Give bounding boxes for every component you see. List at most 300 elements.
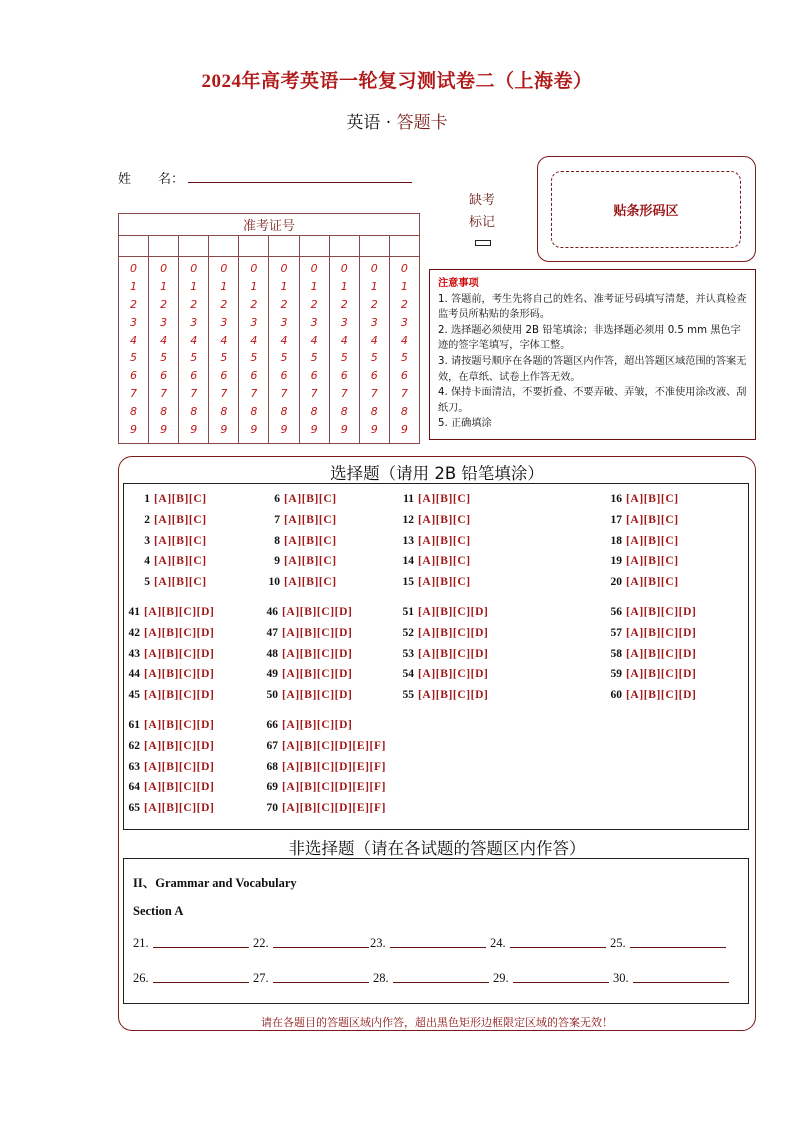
answer-options[interactable]: [A][B][C] bbox=[284, 493, 337, 505]
exam-id-bubble[interactable]: 3 bbox=[130, 315, 138, 329]
question-number: 3 bbox=[144, 534, 150, 547]
answer-blank bbox=[490, 936, 606, 951]
blank-answer-line[interactable] bbox=[273, 947, 369, 948]
blank-number: 29. bbox=[493, 971, 509, 985]
exam-id-bubble[interactable]: 7 bbox=[250, 387, 258, 401]
subtitle-subject: 英语 bbox=[346, 113, 381, 133]
exam-id-bubble[interactable]: 8 bbox=[370, 405, 378, 419]
question-number: 57 bbox=[610, 626, 622, 639]
exam-id-bubble[interactable]: 1 bbox=[340, 279, 348, 293]
exam-id-bubble[interactable]: 2 bbox=[130, 297, 138, 311]
exam-id-bubble[interactable]: 5 bbox=[340, 351, 348, 365]
question-number: 53 bbox=[402, 647, 414, 660]
exam-id-bubble[interactable]: 4 bbox=[190, 333, 198, 347]
question-number: 7 bbox=[274, 513, 280, 526]
exam-id-bubble[interactable]: 9 bbox=[310, 423, 318, 437]
exam-id-bubble[interactable]: 6 bbox=[310, 369, 318, 383]
question-number: 16 bbox=[610, 493, 622, 505]
exam-id-bubble[interactable]: 9 bbox=[160, 423, 168, 437]
blank-answer-line[interactable] bbox=[153, 947, 249, 948]
exam-id-digit-box[interactable] bbox=[149, 236, 179, 257]
exam-id-bubble[interactable]: 6 bbox=[220, 369, 228, 383]
exam-id-bubble[interactable]: 6 bbox=[250, 369, 258, 383]
exam-id-bubble[interactable]: 3 bbox=[400, 315, 408, 329]
question-number: 65 bbox=[128, 802, 140, 815]
answer-options[interactable]: [A][B][C] bbox=[154, 513, 207, 526]
exam-id-bubble[interactable]: 8 bbox=[250, 405, 258, 419]
exam-id-bubble[interactable]: 4 bbox=[340, 333, 348, 347]
page-title: 2024年高考英语一轮复习测试卷二（上海卷） bbox=[201, 71, 593, 92]
question-row bbox=[394, 627, 488, 639]
exam-id-bubble[interactable]: 3 bbox=[280, 315, 288, 329]
exam-id-bubble[interactable]: 4 bbox=[250, 333, 258, 347]
exam-id-bubble[interactable]: 8 bbox=[340, 405, 348, 419]
exam-id-bubble-column bbox=[149, 257, 179, 444]
exam-id-bubble[interactable]: 4 bbox=[400, 333, 408, 347]
exam-id-bubble[interactable]: 7 bbox=[310, 387, 318, 401]
question-row bbox=[120, 689, 214, 701]
question-number: 61 bbox=[128, 719, 140, 731]
absent-mark-label: 缺考 标记 bbox=[468, 193, 495, 230]
exam-id-bubble[interactable]: 8 bbox=[280, 405, 288, 419]
barcode-area: 贴条形码区 bbox=[551, 171, 741, 248]
question-row bbox=[258, 719, 352, 731]
question-row bbox=[394, 535, 471, 547]
answer-options[interactable]: [A][B][C][D] bbox=[144, 739, 215, 752]
answer-options[interactable]: [A][B][C] bbox=[284, 555, 337, 568]
question-row bbox=[258, 689, 352, 701]
exam-id-bubble[interactable]: 4 bbox=[280, 333, 288, 347]
answer-options[interactable]: [A][B][C][D] bbox=[144, 802, 215, 815]
exam-id-digit-box[interactable] bbox=[119, 236, 149, 257]
question-number: 59 bbox=[610, 668, 622, 681]
answer-options[interactable]: [A][B][C] bbox=[626, 513, 679, 526]
answer-options[interactable]: [A][B][C][D] bbox=[282, 719, 353, 731]
question-number: 52 bbox=[402, 626, 414, 639]
blank-answer-line[interactable] bbox=[273, 982, 369, 983]
blank-number: 25. bbox=[610, 936, 626, 950]
question-number: 66 bbox=[266, 719, 278, 731]
answer-options[interactable]: [A][B][C][D] bbox=[144, 719, 215, 731]
exam-id-bubble[interactable]: 5 bbox=[400, 351, 408, 365]
question-row bbox=[602, 514, 679, 526]
subtitle-separator: · bbox=[380, 113, 397, 133]
question-number: 6 bbox=[274, 493, 280, 505]
answer-options[interactable]: [A][B][C][D] bbox=[282, 668, 353, 681]
question-number: 70 bbox=[266, 802, 278, 815]
answer-options[interactable]: [A][B][C][D] bbox=[144, 689, 215, 702]
exam-id-bubble[interactable]: 2 bbox=[400, 297, 408, 311]
exam-id-bubble[interactable]: 2 bbox=[310, 297, 318, 311]
exam-id-bubble[interactable]: 0 bbox=[190, 262, 198, 275]
answer-options[interactable]: [A][B][C][D][E][F] bbox=[282, 739, 387, 752]
exam-id-bubble[interactable]: 6 bbox=[280, 369, 288, 383]
notice-item: 3. 请按题号顺序在各题的答题区内作答，超出答题区域范围的答案无效，在草纸、试卷上作答无效。 bbox=[438, 355, 747, 383]
exam-id-bubble-column bbox=[389, 257, 419, 444]
exam-id-bubble[interactable]: 9 bbox=[370, 423, 378, 437]
exam-id-digit-box[interactable] bbox=[269, 236, 299, 257]
exam-id-bubble[interactable]: 2 bbox=[370, 297, 378, 311]
answer-blank bbox=[253, 971, 369, 986]
answer-options[interactable]: [A][B][C] bbox=[626, 576, 679, 589]
answer-options[interactable]: [A][B][C][D] bbox=[144, 781, 215, 794]
question-number: 15 bbox=[402, 576, 414, 589]
exam-id-bubble[interactable]: 8 bbox=[130, 405, 138, 419]
exam-id-bubble[interactable]: 4 bbox=[370, 333, 378, 347]
blank-number: 21. bbox=[133, 936, 149, 950]
blank-number: 26. bbox=[133, 971, 149, 985]
answer-options[interactable]: [A][B][C][D][E][F] bbox=[282, 802, 387, 815]
answer-options[interactable]: [A][B][C] bbox=[284, 513, 337, 526]
absent-mark-checkbox[interactable] bbox=[475, 240, 491, 246]
answer-blank bbox=[133, 971, 249, 986]
question-row bbox=[120, 668, 214, 680]
exam-id-digit-box[interactable] bbox=[329, 236, 359, 257]
exam-id-bubble[interactable]: 3 bbox=[370, 315, 378, 329]
blank-answer-line[interactable] bbox=[510, 947, 606, 948]
exam-id-bubble[interactable]: 7 bbox=[400, 387, 408, 401]
exam-id-digit-box[interactable] bbox=[209, 236, 239, 257]
exam-id-bubble[interactable]: 5 bbox=[130, 351, 138, 365]
notice-box bbox=[429, 269, 756, 440]
answer-options[interactable]: [A][B][C][D] bbox=[144, 760, 215, 773]
exam-id-bubble[interactable]: 1 bbox=[400, 279, 408, 293]
blank-answer-line[interactable] bbox=[390, 947, 486, 948]
question-number: 69 bbox=[266, 781, 278, 794]
exam-id-bubble[interactable]: 3 bbox=[250, 315, 258, 329]
exam-id-bubble[interactable]: 2 bbox=[190, 297, 198, 311]
question-number: 42 bbox=[128, 626, 140, 639]
exam-id-bubble[interactable]: 8 bbox=[190, 405, 198, 419]
exam-id-bubble[interactable]: 8 bbox=[160, 405, 168, 419]
answer-options[interactable]: [A][B][C][D][E][F] bbox=[282, 760, 387, 773]
question-row bbox=[258, 668, 352, 680]
answer-blank bbox=[493, 971, 609, 986]
question-number: 45 bbox=[128, 689, 140, 702]
question-row bbox=[602, 648, 696, 660]
exam-id-bubble[interactable]: 6 bbox=[160, 369, 168, 383]
exam-id-bubble[interactable]: 1 bbox=[220, 279, 228, 293]
question-number: 41 bbox=[128, 606, 140, 618]
question-number: 11 bbox=[403, 493, 414, 505]
exam-id-digit-box[interactable] bbox=[389, 236, 419, 257]
question-number: 62 bbox=[128, 739, 140, 752]
exam-id-bubble[interactable]: 5 bbox=[370, 351, 378, 365]
question-row bbox=[258, 781, 386, 793]
answer-blank bbox=[370, 936, 486, 951]
question-number: 10 bbox=[268, 576, 280, 589]
exam-id-bubble[interactable]: 0 bbox=[310, 262, 318, 275]
exam-id-bubble[interactable]: 9 bbox=[250, 423, 258, 437]
exam-id-bubble[interactable]: 0 bbox=[340, 262, 348, 275]
exam-id-bubble[interactable]: 1 bbox=[370, 279, 378, 293]
question-row bbox=[260, 555, 337, 567]
question-number: 63 bbox=[128, 760, 140, 773]
exam-id-bubble[interactable]: 2 bbox=[280, 297, 288, 311]
exam-id-bubble[interactable]: 1 bbox=[130, 279, 138, 293]
answer-options[interactable]: [A][B][C] bbox=[284, 534, 337, 547]
exam-id-bubble[interactable]: 7 bbox=[370, 387, 378, 401]
exam-id-bubble[interactable]: 7 bbox=[130, 387, 138, 401]
answer-options[interactable]: [A][B][C][D] bbox=[418, 647, 489, 660]
exam-id-bubble[interactable]: 5 bbox=[190, 351, 198, 365]
answer-options[interactable]: [A][B][C] bbox=[626, 534, 679, 547]
question-number: 64 bbox=[128, 781, 140, 794]
exam-id-bubble[interactable]: 0 bbox=[130, 262, 138, 275]
answer-blank bbox=[133, 936, 249, 951]
exam-id-bubble[interactable]: 2 bbox=[250, 297, 258, 311]
question-number: 19 bbox=[610, 555, 622, 568]
question-number: 47 bbox=[266, 626, 278, 639]
question-row bbox=[260, 535, 337, 547]
exam-id-bubble[interactable]: 9 bbox=[190, 423, 198, 437]
question-row bbox=[120, 648, 214, 660]
answer-options[interactable]: [A][B][C][D] bbox=[626, 668, 697, 681]
exam-id-bubble[interactable]: 0 bbox=[280, 262, 288, 275]
answer-options[interactable]: [A][B][C] bbox=[418, 576, 471, 589]
exam-id-bubble[interactable]: 4 bbox=[310, 333, 318, 347]
question-number: 68 bbox=[266, 760, 278, 773]
exam-id-bubble[interactable]: 3 bbox=[220, 315, 228, 329]
answer-blank bbox=[613, 971, 729, 986]
section-heading: II、Grammar and Vocabulary bbox=[133, 876, 297, 890]
question-row bbox=[120, 781, 214, 793]
exam-id-bubble[interactable]: 7 bbox=[160, 387, 168, 401]
answer-options[interactable]: [A][B][C][D] bbox=[282, 606, 353, 618]
question-row bbox=[130, 576, 207, 588]
exam-id-bubble[interactable]: 1 bbox=[190, 279, 198, 293]
exam-id-bubble[interactable]: 1 bbox=[250, 279, 258, 293]
exam-id-bubble[interactable]: 4 bbox=[130, 333, 138, 347]
exam-id-bubble[interactable]: 1 bbox=[280, 279, 288, 293]
question-row bbox=[130, 535, 207, 547]
blank-answer-line[interactable] bbox=[393, 982, 489, 983]
question-number: 56 bbox=[610, 606, 622, 618]
blank-number: 30. bbox=[613, 971, 629, 985]
notice-item: 1. 答题前，考生先将自己的姓名、准考证号码填写清楚，并认真检查监考员所粘贴的条形码。 bbox=[438, 293, 747, 321]
question-number: 13 bbox=[402, 534, 414, 547]
blank-answer-line[interactable] bbox=[513, 982, 609, 983]
blank-number: 22. bbox=[253, 936, 269, 950]
notice-item: 4. 保持卡面清洁，不要折叠、不要弄破、弄皱，不准使用涂改液、刮纸刀。 bbox=[438, 387, 747, 414]
exam-id-bubble[interactable]: 9 bbox=[280, 423, 288, 437]
question-row bbox=[130, 555, 207, 567]
answer-options[interactable]: [A][B][C][D] bbox=[418, 668, 489, 681]
question-number: 43 bbox=[128, 647, 140, 660]
exam-id-bubble[interactable]: 0 bbox=[220, 262, 228, 275]
notice-item: 2. 选择题必须使用 2B 铅笔填涂；非选择题必须用 0.5 mm 黑色字迹的签字笔填写，字体工整。 bbox=[438, 324, 741, 352]
exam-id-bubble[interactable]: 6 bbox=[400, 369, 408, 383]
exam-id-bubble[interactable]: 8 bbox=[400, 405, 408, 419]
exam-id-bubble[interactable]: 0 bbox=[400, 262, 408, 275]
exam-id-bubble[interactable]: 3 bbox=[160, 315, 168, 329]
exam-id-grid bbox=[118, 213, 420, 444]
question-row bbox=[394, 514, 471, 526]
exam-id-bubble[interactable]: 9 bbox=[400, 423, 408, 437]
exam-id-bubble[interactable]: 0 bbox=[250, 262, 258, 275]
exam-id-bubble[interactable]: 5 bbox=[250, 351, 258, 365]
exam-id-bubble[interactable]: 1 bbox=[160, 279, 168, 293]
question-row bbox=[258, 606, 352, 618]
question-row bbox=[260, 514, 337, 526]
exam-id-bubble[interactable]: 9 bbox=[340, 423, 348, 437]
answer-options[interactable]: [A][B][C][D] bbox=[144, 606, 215, 618]
answer-options[interactable]: [A][B][C] bbox=[154, 555, 207, 568]
question-number: 4 bbox=[144, 555, 150, 568]
blank-number: 23. bbox=[370, 936, 386, 950]
question-number: 18 bbox=[610, 534, 622, 547]
answer-options[interactable]: [A][B][C] bbox=[154, 576, 207, 589]
notice-item: 5. 正确填涂 bbox=[438, 418, 492, 430]
answer-options[interactable]: [A][B][C][D] bbox=[282, 626, 353, 639]
question-number: 58 bbox=[610, 647, 622, 660]
exam-id-bubble[interactable]: 3 bbox=[310, 315, 318, 329]
question-row bbox=[120, 627, 214, 639]
exam-id-bubble[interactable]: 5 bbox=[160, 351, 168, 365]
exam-id-bubble[interactable]: 1 bbox=[310, 279, 318, 293]
exam-id-bubble[interactable]: 2 bbox=[220, 297, 228, 311]
question-row bbox=[394, 493, 471, 505]
question-row bbox=[602, 668, 696, 680]
question-row bbox=[602, 576, 679, 588]
answer-options[interactable]: [A][B][C][D] bbox=[282, 647, 353, 660]
exam-id-bubble-column bbox=[359, 257, 389, 444]
answer-options[interactable]: [A][B][C] bbox=[154, 493, 207, 505]
exam-id-digit-box[interactable] bbox=[299, 236, 329, 257]
question-number: 5 bbox=[144, 576, 150, 589]
question-number: 51 bbox=[402, 606, 414, 618]
exam-id-bubble-column bbox=[299, 257, 329, 444]
question-row bbox=[258, 627, 352, 639]
question-number: 50 bbox=[266, 689, 278, 702]
question-row bbox=[258, 802, 386, 814]
question-row bbox=[602, 606, 696, 618]
question-row bbox=[120, 740, 214, 752]
question-number: 2 bbox=[144, 513, 150, 526]
exam-id-bubble[interactable]: 5 bbox=[310, 351, 318, 365]
exam-id-title: 准考证号 bbox=[119, 214, 420, 236]
exam-id-bubble-column bbox=[119, 257, 149, 444]
answer-options[interactable]: [A][B][C][D] bbox=[418, 626, 489, 639]
question-row bbox=[258, 648, 352, 660]
question-number: 1 bbox=[144, 493, 150, 505]
exam-id-bubble-column bbox=[179, 257, 209, 444]
objective-section-title: 选择题（请用 2B 铅笔填涂） bbox=[330, 464, 544, 483]
question-row bbox=[602, 493, 679, 505]
answer-options[interactable]: [A][B][C] bbox=[418, 555, 471, 568]
question-number: 17 bbox=[610, 513, 622, 526]
exam-id-bubble[interactable]: 6 bbox=[190, 369, 198, 383]
question-row bbox=[260, 576, 337, 588]
question-number: 9 bbox=[274, 555, 280, 568]
exam-id-bubble[interactable]: 4 bbox=[220, 333, 228, 347]
answer-options[interactable]: [A][B][C] bbox=[418, 513, 471, 526]
question-row bbox=[602, 627, 696, 639]
exam-id-bubble[interactable]: 6 bbox=[340, 369, 348, 383]
question-row bbox=[120, 802, 214, 814]
exam-id-bubble[interactable]: 8 bbox=[220, 405, 228, 419]
answer-options[interactable]: [A][B][C] bbox=[284, 576, 337, 589]
question-row bbox=[602, 535, 679, 547]
name-input-line[interactable] bbox=[188, 182, 412, 183]
answer-options[interactable]: [A][B][C][D] bbox=[282, 689, 353, 702]
footer-warning: 请在各题目的答题区域内作答，超出黑色矩形边框限定区域的答案无效！ bbox=[261, 1016, 613, 1029]
exam-id-bubble[interactable]: 2 bbox=[160, 297, 168, 311]
answer-options[interactable]: [A][B][C] bbox=[626, 493, 679, 505]
exam-id-bubble[interactable]: 0 bbox=[370, 262, 378, 275]
exam-id-bubble[interactable]: 2 bbox=[340, 297, 348, 311]
blank-answer-line[interactable] bbox=[153, 982, 249, 983]
question-row bbox=[130, 493, 207, 505]
page-subtitle bbox=[0, 108, 794, 133]
question-number: 44 bbox=[128, 668, 140, 681]
exam-id-bubble[interactable]: 6 bbox=[370, 369, 378, 383]
question-number: 46 bbox=[266, 606, 278, 618]
exam-id-bubble[interactable]: 3 bbox=[340, 315, 348, 329]
question-row bbox=[394, 689, 488, 701]
exam-id-bubble[interactable]: 6 bbox=[130, 369, 138, 383]
answer-blank bbox=[610, 936, 726, 951]
answer-options[interactable]: [A][B][C][D][E][F] bbox=[282, 781, 387, 794]
answer-options[interactable]: [A][B][C] bbox=[154, 534, 207, 547]
exam-id-bubble[interactable]: 7 bbox=[220, 387, 228, 401]
blank-answer-line[interactable] bbox=[633, 982, 729, 983]
exam-id-bubble[interactable]: 7 bbox=[340, 387, 348, 401]
answer-options[interactable]: [A][B][C][D] bbox=[144, 668, 215, 681]
answer-options[interactable]: [A][B][C] bbox=[626, 555, 679, 568]
answer-blank bbox=[373, 971, 489, 986]
answer-options[interactable]: [A][B][C] bbox=[418, 534, 471, 547]
answer-options[interactable]: [A][B][C][D] bbox=[144, 626, 215, 639]
exam-id-bubble[interactable]: 7 bbox=[190, 387, 198, 401]
answer-options[interactable]: [A][B][C][D] bbox=[626, 626, 697, 639]
answer-options[interactable]: [A][B][C][D] bbox=[626, 647, 697, 660]
exam-id-bubble[interactable]: 9 bbox=[220, 423, 228, 437]
question-number: 55 bbox=[402, 689, 414, 702]
question-row bbox=[394, 555, 471, 567]
question-row bbox=[394, 576, 471, 588]
question-row bbox=[394, 606, 488, 618]
blank-number: 24. bbox=[490, 936, 506, 950]
answer-options[interactable]: [A][B][C][D] bbox=[418, 606, 489, 618]
exam-id-digit-box[interactable] bbox=[179, 236, 209, 257]
subtitle-card: 答题卡 bbox=[396, 113, 448, 133]
notice-title: 注意事项 bbox=[438, 278, 479, 289]
exam-id-digit-box[interactable] bbox=[239, 236, 269, 257]
exam-id-bubble[interactable]: 5 bbox=[280, 351, 288, 365]
exam-id-bubble[interactable]: 4 bbox=[160, 333, 168, 347]
blank-answer-line[interactable] bbox=[630, 947, 726, 948]
exam-id-bubble[interactable]: 3 bbox=[190, 315, 198, 329]
exam-id-bubble[interactable]: 8 bbox=[310, 405, 318, 419]
question-row bbox=[120, 761, 214, 773]
exam-id-bubble[interactable]: 5 bbox=[220, 351, 228, 365]
answer-options[interactable]: [A][B][C][D] bbox=[626, 689, 697, 702]
answer-options[interactable]: [A][B][C][D] bbox=[626, 606, 697, 618]
answer-options[interactable]: [A][B][C][D] bbox=[418, 689, 489, 702]
exam-id-bubble[interactable]: 9 bbox=[130, 423, 138, 437]
exam-id-bubble[interactable]: 0 bbox=[160, 262, 168, 275]
name-label: 姓 名： bbox=[118, 172, 185, 187]
answer-options[interactable]: [A][B][C] bbox=[418, 493, 471, 505]
answer-options[interactable]: [A][B][C][D] bbox=[144, 647, 215, 660]
exam-id-bubble[interactable]: 7 bbox=[280, 387, 288, 401]
exam-id-bubble-column bbox=[269, 257, 299, 444]
exam-id-bubble-column bbox=[209, 257, 239, 444]
question-row bbox=[394, 668, 488, 680]
question-row bbox=[130, 514, 207, 526]
exam-id-digit-box[interactable] bbox=[359, 236, 389, 257]
